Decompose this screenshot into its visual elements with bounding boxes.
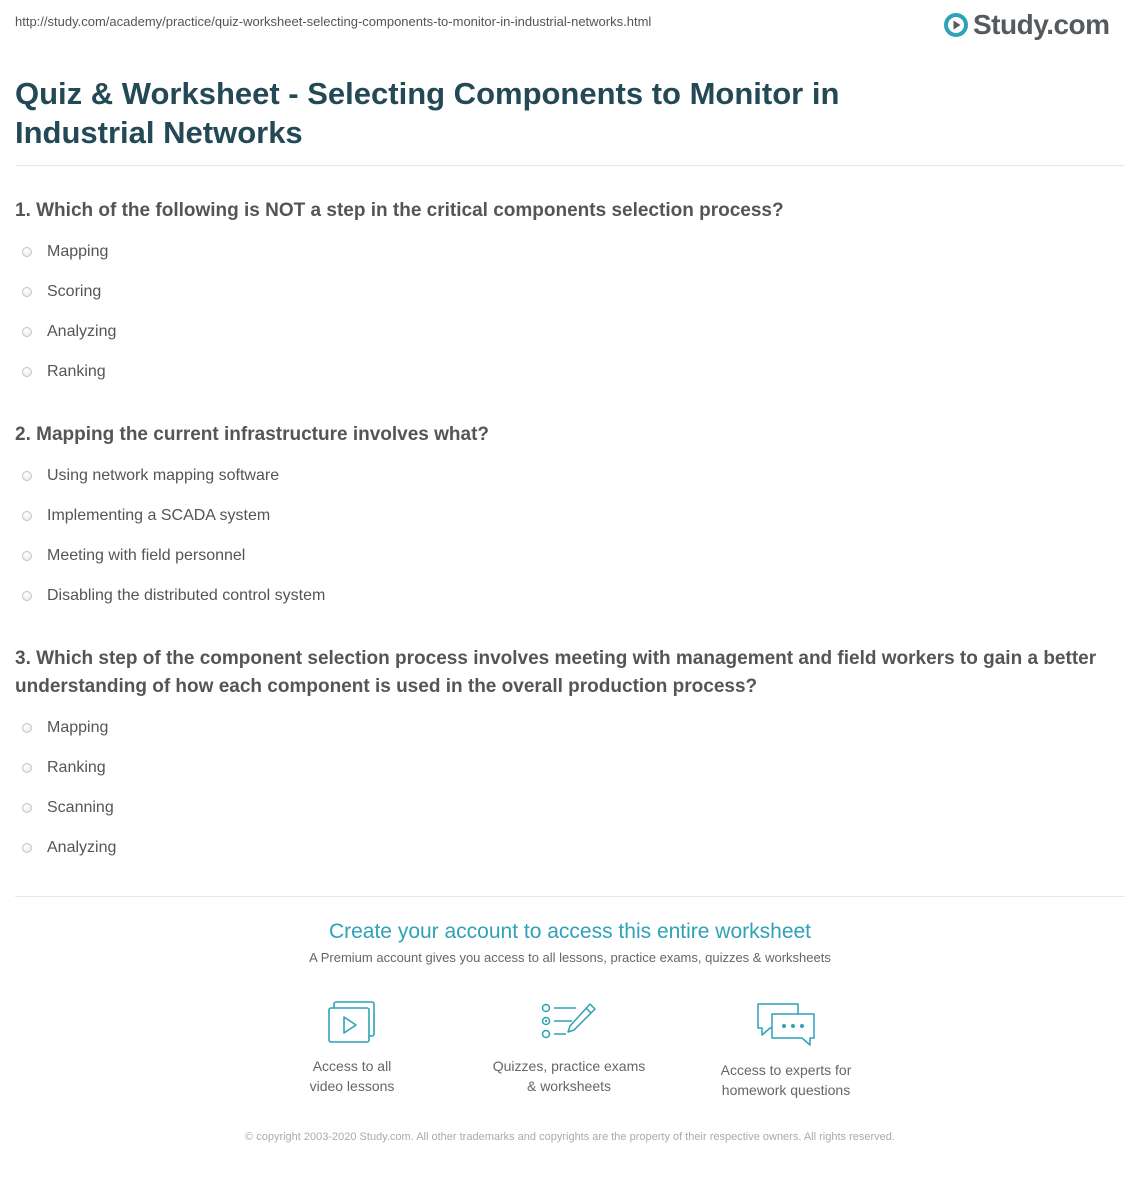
radio-button[interactable]	[22, 551, 32, 561]
cta-subtitle: A Premium account gives you access to all lessons, practice exams, quizzes & worksheets	[309, 950, 831, 965]
answer-option[interactable]	[22, 836, 116, 860]
title-divider	[15, 165, 1125, 166]
answer-option[interactable]	[22, 544, 245, 568]
answer-option[interactable]	[22, 504, 270, 528]
answer-label: Analyzing	[47, 323, 117, 340]
radio-button[interactable]	[22, 803, 32, 813]
radio-button[interactable]	[22, 367, 32, 377]
answer-option[interactable]	[22, 240, 108, 264]
answer-label: Implementing a SCADA system	[47, 507, 271, 524]
answer-option[interactable]	[22, 716, 108, 740]
cta-divider	[15, 896, 1125, 897]
feature-quizzes	[469, 1000, 669, 1096]
feature-label: Quizzes, practice exams & worksheets	[492, 1058, 646, 1094]
chat-bubbles-icon	[754, 1000, 818, 1050]
answer-label: Mapping	[47, 719, 109, 736]
answer-option[interactable]	[22, 584, 325, 608]
answer-label: Using network mapping software	[47, 467, 280, 484]
answer-label: Disabling the distributed control system	[47, 587, 326, 604]
answer-label: Mapping	[47, 243, 109, 260]
radio-button[interactable]	[22, 591, 32, 601]
play-circle-icon	[944, 13, 968, 37]
question-text: 1. Which of the following is NOT a step in the critical components selection process?	[15, 200, 784, 221]
page-url: http://study.com/academy/practice/quiz-worksheet-selecting-components-to-monitor-in-industrial-networks.html	[15, 14, 652, 29]
answer-label: Ranking	[47, 759, 106, 776]
radio-button[interactable]	[22, 763, 32, 773]
answer-label: Scanning	[47, 799, 114, 816]
radio-button[interactable]	[22, 327, 32, 337]
logo-text: Study.com	[973, 9, 1110, 40]
radio-button[interactable]	[22, 511, 32, 521]
answer-option[interactable]	[22, 796, 114, 820]
radio-button[interactable]	[22, 247, 32, 257]
radio-button[interactable]	[22, 471, 32, 481]
answer-label: Scoring	[47, 283, 102, 300]
answer-option[interactable]	[22, 280, 101, 304]
copyright-notice: © copyright 2003-2020 Study.com. All other trademarks and copyrights are the property of their respective owners. All rights reserved.	[245, 1131, 895, 1143]
answer-label: Analyzing	[47, 839, 117, 856]
answer-option[interactable]	[22, 464, 279, 488]
answer-option[interactable]	[22, 756, 106, 780]
feature-label: Access to experts for homework questions	[720, 1062, 852, 1098]
answer-option[interactable]	[22, 360, 106, 384]
page-title: Quiz & Worksheet - Selecting Components to Monitor in Industrial Networks	[15, 76, 840, 150]
answer-option[interactable]	[22, 320, 116, 344]
radio-button[interactable]	[22, 723, 32, 733]
study-logo[interactable]	[944, 8, 1110, 42]
radio-button[interactable]	[22, 287, 32, 297]
quiz-checklist-icon	[540, 1000, 598, 1046]
question-text: 2. Mapping the current infrastructure involves what?	[15, 424, 490, 445]
question-text: 3. Which step of the component selection process involves meeting with management and field workers to gain a better understanding of how each component is used in the overall production process?	[15, 648, 1097, 697]
feature-label: Access to all video lessons	[309, 1058, 395, 1094]
radio-button[interactable]	[22, 843, 32, 853]
feature-experts	[686, 1000, 886, 1100]
create-account-link[interactable]: Create your account to access this entire worksheet	[328, 920, 812, 943]
answer-label: Ranking	[47, 363, 106, 380]
video-lessons-icon	[325, 1000, 379, 1046]
answer-label: Meeting with field personnel	[47, 547, 246, 564]
feature-video-lessons	[252, 1000, 452, 1096]
